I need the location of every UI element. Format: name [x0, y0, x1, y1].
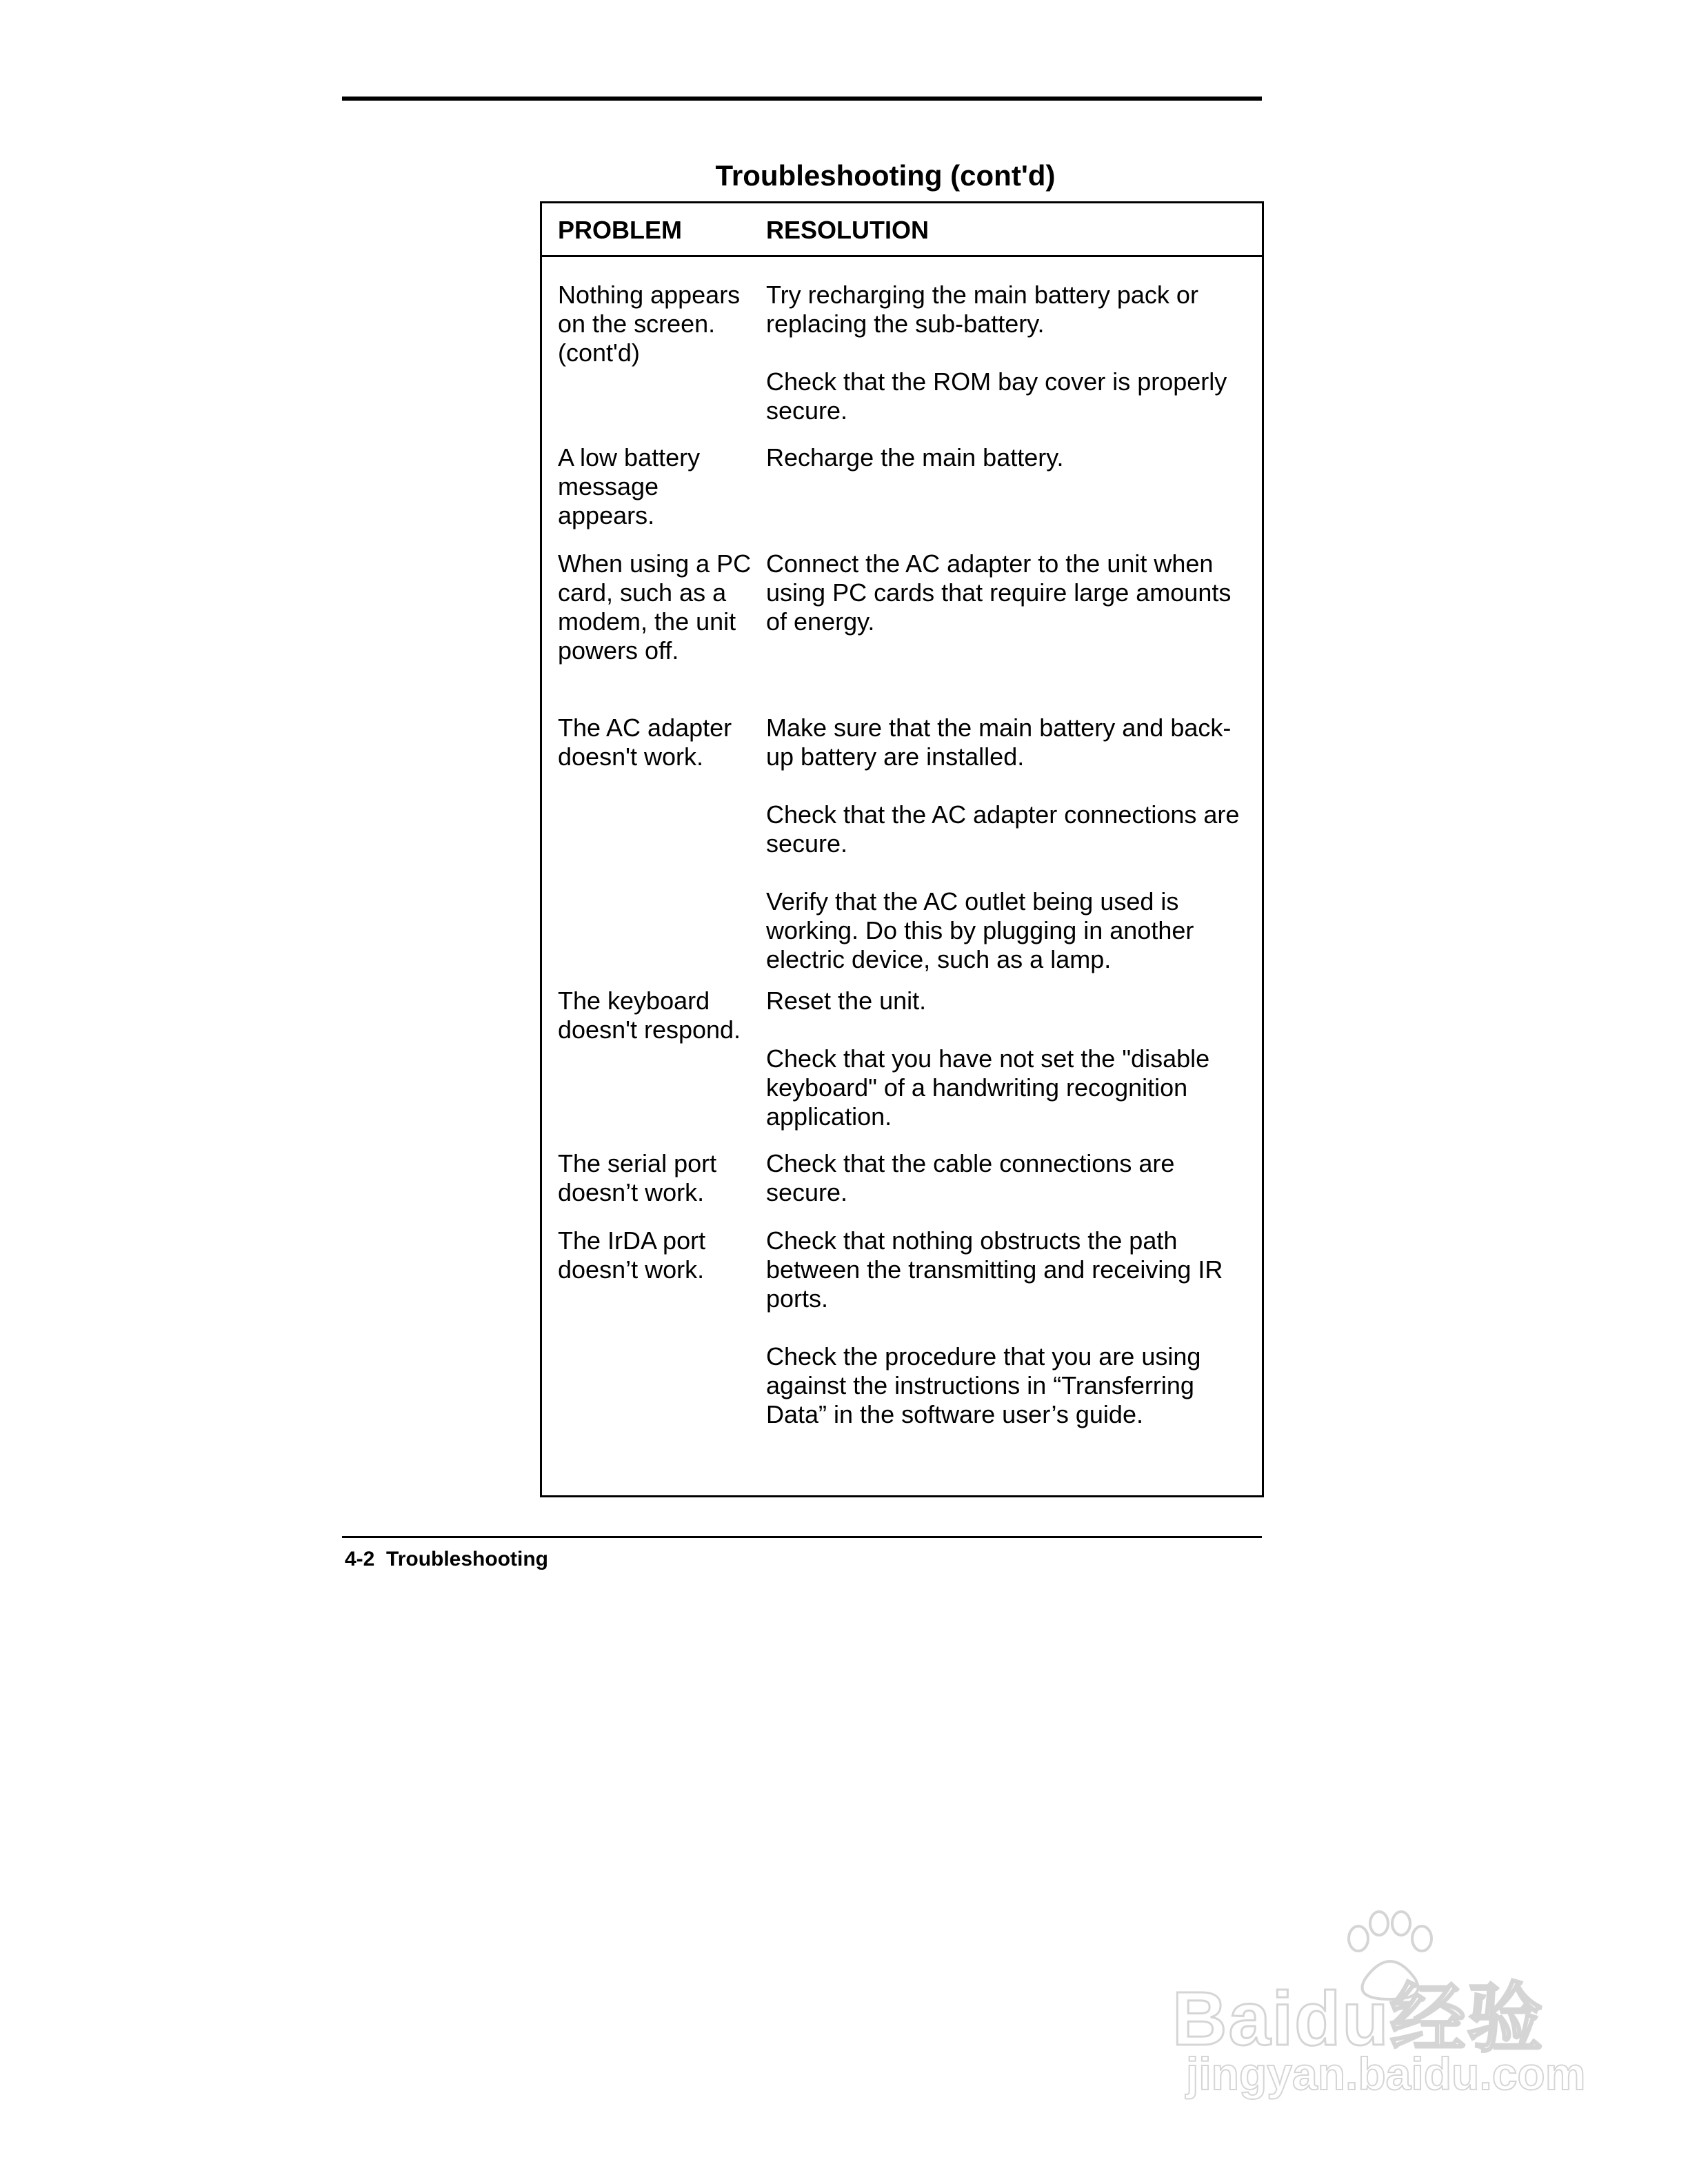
resolution-text: Make sure that the main battery and back-up battery are installed. — [766, 714, 1232, 771]
problem-column-header: PROBLEM — [558, 216, 682, 244]
resolution-cell — [766, 987, 1256, 1131]
resolution-text: Try recharging the main battery pack or replacing the sub-battery. — [766, 281, 1198, 338]
problem-cell: The AC adapter doesn't work. — [558, 714, 732, 771]
resolution-text: Check that the cable connections are secure. — [766, 1149, 1175, 1206]
resolution-text: Check that you have not set the "disable keyboard" of a handwriting recognition application. — [766, 1044, 1210, 1131]
page-title: Troubleshooting (cont'd) — [715, 159, 1056, 192]
problem-cell: When using a PC card, such as a modem, the unit powers off. — [558, 549, 752, 665]
resolution-cell — [766, 549, 1256, 636]
resolution-text: Check that the AC adapter connections are secure. — [766, 800, 1240, 858]
resolution-text: Connect the AC adapter to the unit when using PC cards that require large amounts of energy. — [766, 549, 1232, 636]
resolution-text: Check the procedure that you are using against the instructions in “Transferring Data” in the software user’s guide. — [766, 1342, 1201, 1428]
resolution-text: Verify that the AC outlet being used is working. Do this by plugging in another electric device, such as a lamp. — [766, 887, 1194, 973]
baidu-watermark — [1158, 1903, 1600, 2110]
footer-rule — [342, 1536, 1262, 1538]
resolution-column-header: RESOLUTION — [766, 216, 930, 244]
resolution-text: Recharge the main battery. — [766, 443, 1064, 472]
problem-cell: The keyboard doesn't respond. — [558, 987, 741, 1044]
problem-cell: Nothing appears on the screen. (cont'd) — [558, 281, 741, 367]
problem-cell: The IrDA port doesn’t work. — [558, 1226, 706, 1284]
table-header-row — [542, 203, 1262, 257]
watermark-url: jingyan.baidu.com — [1186, 2048, 1586, 2099]
resolution-cell — [766, 443, 1256, 472]
watermark-brand: Baidu经验 — [1172, 1976, 1545, 2061]
top-rule — [342, 97, 1262, 101]
resolution-cell — [766, 1149, 1256, 1207]
resolution-text: Reset the unit. — [766, 987, 927, 1015]
problem-cell: The serial port doesn’t work. — [558, 1149, 717, 1206]
troubleshooting-table — [540, 201, 1264, 1497]
resolution-cell — [766, 1226, 1256, 1429]
resolution-cell — [766, 281, 1256, 425]
page-footer: 4-2 Troubleshooting — [345, 1548, 549, 1570]
resolution-cell — [766, 714, 1256, 974]
resolution-text: Check that nothing obstructs the path between the transmitting and receiving IR ports. — [766, 1226, 1223, 1313]
resolution-text: Check that the ROM bay cover is properly secure. — [766, 367, 1227, 425]
problem-cell: A low battery message appears. — [558, 443, 701, 529]
